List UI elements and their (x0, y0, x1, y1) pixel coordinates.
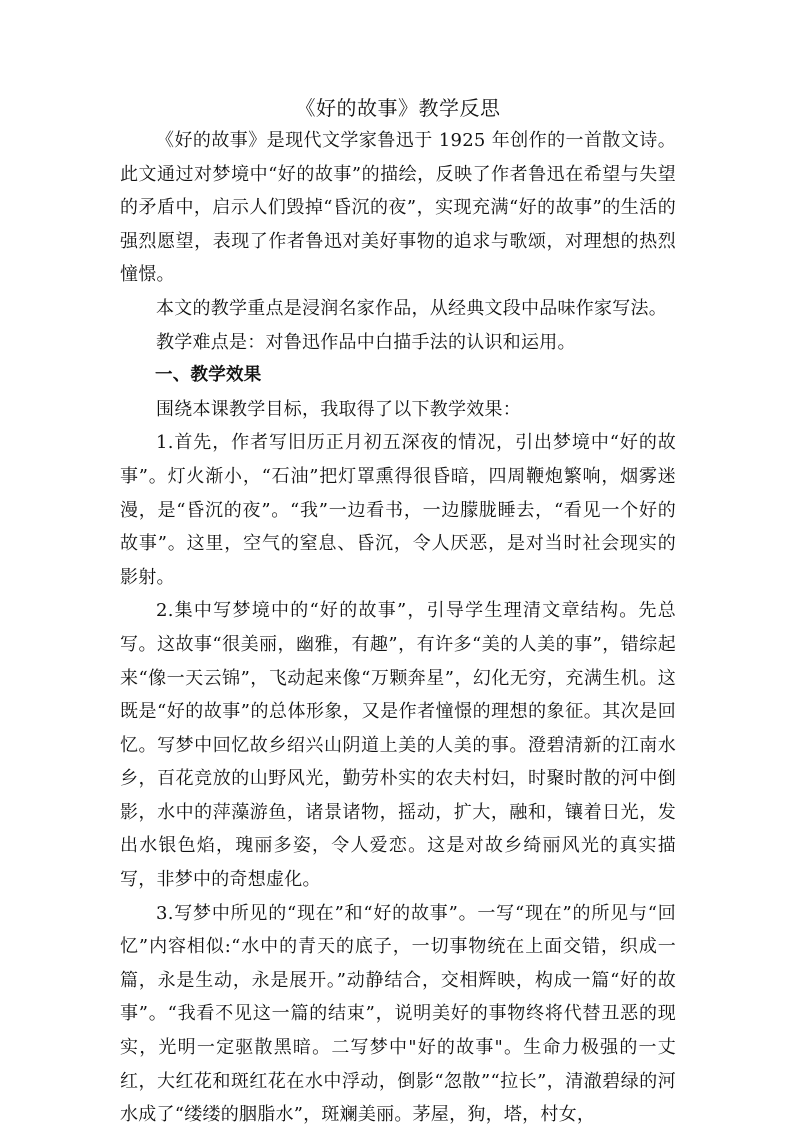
document-title: 《好的故事》教学反思 (295, 96, 501, 120)
effect-point-3-paragraph: 3.写梦中所见的“现在”和“好的故事”。一写“现在”的所见与“回忆”内容相似:“水中的青天的底子，一切事物统在上面交错，织成一篇，永是生动，永是展开。”动静结合，交相辉映，构成一篇“好的故事”。“我看不见这一篇的结束”，说明美好的事物终将代替丑恶的现实，光明一定驱散黑暗。二写梦中"好的故事"。生命力极强的一丈红，大红花和斑红花在水中浮动，倒影“忽散”“拉长”，清澈碧绿的河水成了“缕缕的胭脂水”，斑斓美丽。茅屋，狗，塔，村女， (120, 902, 676, 1126)
intro-paragraph: 《好的故事》是现代文学家鲁迅于 1925 年创作的一首散文诗。此文通过对梦境中“好的故事”的描绘，反映了作者鲁迅在希望与失望的矛盾中，启示人们毁掉“昏沉的夜”，实现充满“好的故事”的生活的强烈愿望，表现了作者鲁迅对美好事物的追求与歌颂，对理想的热烈憧憬。 (120, 130, 676, 286)
effect-intro-paragraph: 围绕本课教学目标，我取得了以下教学效果： (156, 398, 521, 420)
document-page (120, 92, 676, 1132)
teaching-focus-paragraph: 本文的教学重点是浸润名家作品，从经典文段中品味作家写法。 (156, 297, 667, 319)
effect-point-2-paragraph: 2.集中写梦境中的“好的故事”，引导学生理清文章结构。先总写。这故事“很美丽，幽雅，有趣”，有许多“美的人美的事”，错综起来“像一天云锦”，飞动起来像“万颗奔星”，幻化无穷，充满生机。这既是“好的故事”的总体形象，又是作者憧憬的理想的象征。其次是回忆。写梦中回忆故乡绍兴山阴道上美的人美的事。澄碧清新的江南水乡，百花竞放的山野风光，勤劳朴实的农夫村妇，时聚时散的河中倒影，水中的萍藻游鱼，诸景诸物，摇动，扩大，融和，镶着日光，发出水银色焰，瑰丽多姿，令人爱恋。这是对故乡绮丽风光的真实描写，非梦中的奇想虚化。 (120, 600, 676, 891)
teaching-difficulty-paragraph: 教学难点是：对鲁迅作品中白描手法的认识和运用。 (156, 331, 576, 353)
section-heading-teaching-effect: 一、教学效果 (155, 365, 262, 386)
effect-point-1-paragraph: 1.首先，作者写旧历正月初五深夜的情况，引出梦境中“好的故事”。灯火渐小，“石油”把灯罩熏得很昏暗，四周鞭炮繁响，烟雾迷漫，是“昏沉的夜”。“我”一边看书，一边朦胧睡去，“看见一个好的故事”。这里，空气的窒息、昏沉，令人厌恶，是对当时社会现实的影射。 (120, 432, 676, 588)
